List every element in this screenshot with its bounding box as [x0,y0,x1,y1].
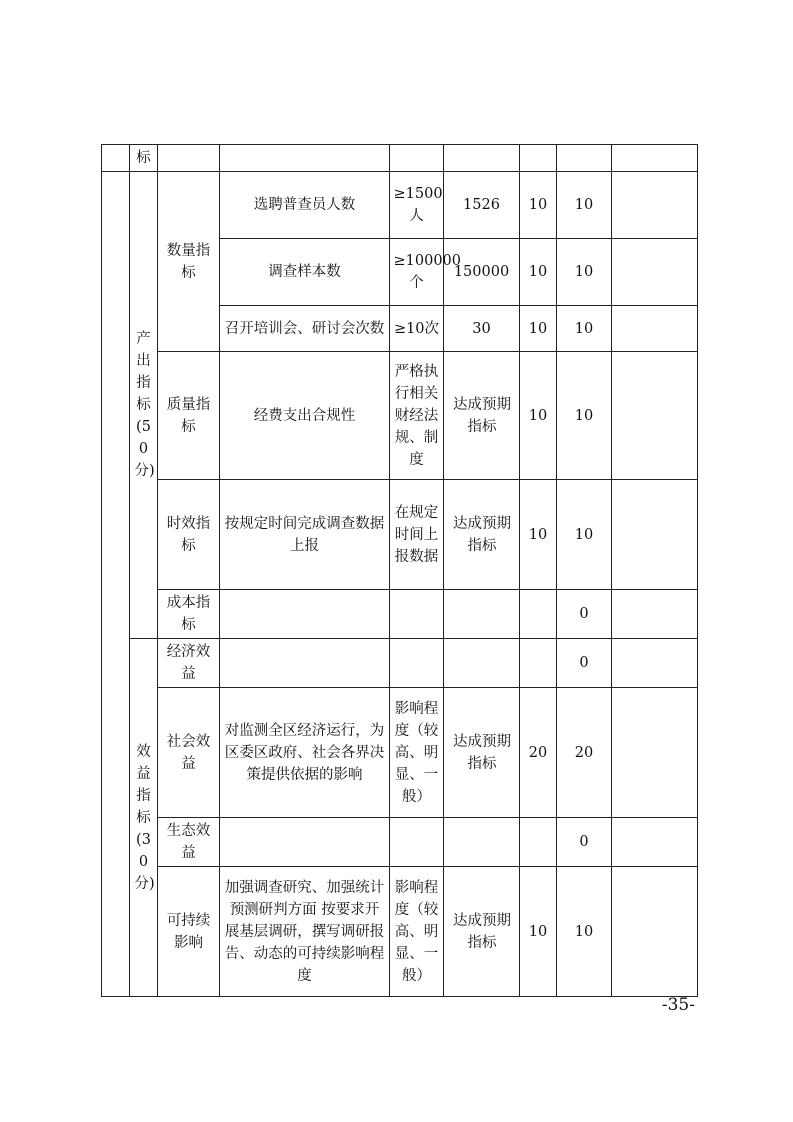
weight-cell [520,590,557,639]
weight-cell [520,818,557,867]
score-cell: 10 [557,352,612,480]
indicator-cell [220,639,390,688]
indicator-cell: 调查样本数 [220,239,390,306]
target-cell [390,639,444,688]
note-cell [612,639,698,688]
economic-label-cell [158,639,220,688]
sustainable-label: 可持续影响 [166,912,211,951]
table-row [102,172,698,239]
note-cell [612,306,698,352]
table-row [102,352,698,480]
note-cell [612,172,698,239]
benefit-label: 效益指标(30分) [134,743,155,892]
output-label-cell [130,172,158,639]
score-cell: 0 [557,818,612,867]
actual-cell [444,867,520,997]
quantity-label: 数量指标 [166,242,211,281]
weight-cell: 10 [520,480,557,590]
note-cell [612,688,698,818]
actual-cell [444,818,520,867]
weight-cell [520,145,557,172]
weight-cell: 10 [520,352,557,480]
weight-cell: 10 [520,239,557,306]
performance-table [101,144,698,997]
target-cell [390,352,444,480]
level1-cell [102,145,130,172]
score-cell: 20 [557,688,612,818]
score-cell [557,145,612,172]
level2-cell: 标 [130,145,158,172]
actual-text: 达成预期指标 [453,733,511,772]
indicator-cell: 加强调查研究、加强统计预测研判方面 按要求开展基层调研，撰写调研报告、动态的可持续影响程度 [220,867,390,997]
score-cell: 10 [557,867,612,997]
timeliness-label: 时效指标 [166,515,211,554]
target-cell [390,306,444,352]
score-cell: 10 [557,239,612,306]
actual-text: 达成预期指标 [453,515,511,554]
indicator-cell [220,818,390,867]
table-row [102,480,698,590]
target-cell [390,172,444,239]
note-cell [612,818,698,867]
table-row [102,639,698,688]
note-cell [612,590,698,639]
note-cell [612,352,698,480]
actual-cell: 1526 [444,172,520,239]
indicator-cell: 选聘普查员人数 [220,172,390,239]
target-text: 在规定时间上报数据 [394,504,439,565]
weight-cell [520,639,557,688]
social-label: 社会效益 [166,733,211,772]
indicator-cell: 召开培训会、研讨会次数 [220,306,390,352]
actual-text: 达成预期指标 [453,396,511,435]
actual-cell: 30 [444,306,520,352]
target-cell [390,688,444,818]
weight-cell: 10 [520,306,557,352]
level3-cell [158,145,220,172]
output-label: 产出指标(50分) [134,331,155,479]
indicator-cell [220,145,390,172]
table-row [102,867,698,997]
score-cell: 10 [557,306,612,352]
target-cell [390,867,444,997]
social-label-cell [158,688,220,818]
ecological-label-cell [158,818,220,867]
benefit-label-cell [130,639,158,997]
ecological-label: 生态效益 [166,823,211,861]
score-cell: 0 [557,639,612,688]
target-cell [390,145,444,172]
target-cell [390,239,462,306]
economic-label: 经济效益 [166,644,211,682]
note-cell [612,867,698,997]
actual-cell [444,590,520,639]
actual-cell [444,688,520,818]
target-text: 影响程度（较高、明显、一般） [394,879,439,984]
page-number: -35- [661,995,695,1015]
quality-label: 质量指标 [166,396,211,435]
note-cell [612,239,698,306]
target-text: 严格执行相关财经法规、制度 [394,363,439,468]
timeliness-label-cell [158,480,220,590]
target-text: ≥10次 [393,320,440,337]
score-cell: 10 [557,172,612,239]
actual-cell [444,639,520,688]
actual-cell: 150000 [444,239,520,306]
quantity-label-cell [158,172,220,352]
actual-text: 达成预期指标 [453,912,511,951]
cost-label-cell [158,590,220,639]
note-cell [612,145,698,172]
table-row [102,590,698,639]
weight-cell: 10 [520,172,557,239]
score-cell: 0 [557,590,612,639]
indicator-cell: 经费支出合规性 [220,352,390,480]
table-row [102,688,698,818]
target-text: 影响程度（较高、明显、一般） [394,700,439,805]
target-cell [390,818,444,867]
indicator-cell: 对监测全区经济运行，为区委区政府、社会各界决策提供依据的影响 [220,688,390,818]
weight-cell: 20 [520,688,557,818]
sustainable-label-cell [158,867,220,997]
target-cell [390,480,444,590]
actual-cell [444,352,520,480]
table-row [102,145,698,172]
target-text: ≥1500人 [393,186,443,224]
target-cell [390,590,444,639]
indicator-cell: 按规定时间完成调查数据上报 [220,480,390,590]
target-text: ≥100000个 [393,253,462,291]
note-cell [612,480,698,590]
actual-cell [444,480,520,590]
level1-cell [102,172,130,997]
indicator-cell [220,590,390,639]
cost-label: 成本指标 [166,595,211,633]
table-row [102,818,698,867]
weight-cell: 10 [520,867,557,997]
actual-cell [444,145,520,172]
quality-label-cell [158,352,220,480]
score-cell: 10 [557,480,612,590]
